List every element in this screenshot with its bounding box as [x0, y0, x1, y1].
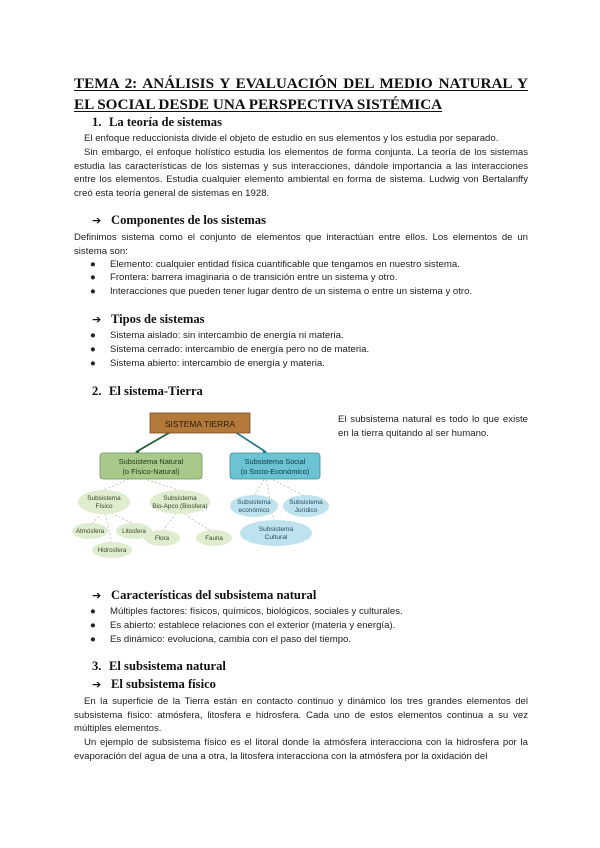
fisico-node	[78, 490, 130, 514]
bullet-icon: ●	[90, 259, 96, 270]
section-number: 3.	[92, 659, 102, 673]
cultural-node	[240, 520, 312, 546]
bullet-icon: ●	[90, 286, 96, 297]
section-title: El sistema-Tierra	[109, 384, 203, 398]
section-heading-teoria	[92, 115, 222, 130]
hidrosfera-label: Hidrosfera	[97, 547, 127, 554]
section-number: 1.	[92, 115, 102, 129]
economico-label-1: Subsistema	[237, 499, 271, 506]
arrow-icon: ➔	[92, 214, 102, 227]
document-title: TEMA 2: ANÁLISIS Y EVALUACIÓN DEL MEDIO NATURAL Y EL SOCIAL DESDE UNA PERSPECTIVA SISTÉMICA	[74, 75, 528, 113]
paragraph-superficie: En la superficie de la Tierra están en contacto continuo y dinámico los tres grandes elementos del subsistema físico: atmósfera, litosfera e hidrosfera. Cada uno de estos elementos continua a su vez múltiples elementos.	[74, 696, 528, 735]
arrow-icon: ➔	[92, 313, 102, 326]
section-heading-subsistema-natural	[92, 659, 226, 674]
bullet-icon: ●	[90, 606, 96, 617]
bullet-icon: ●	[90, 634, 96, 645]
bio-label-2: Bio-Apco (Biosfera)	[152, 503, 208, 510]
section-heading-sistema-tierra	[92, 384, 203, 399]
sistema-tierra-diagram	[70, 410, 332, 560]
bullet-icon: ●	[90, 330, 96, 341]
litosfera-label: Litosfera	[122, 528, 146, 535]
natural-label-1: Subsistema Natural	[118, 457, 184, 466]
bullet-icon: ●	[90, 620, 96, 631]
fauna-label: Fauna	[205, 535, 223, 542]
natural-label-2: (o Físico-Natural)	[122, 467, 180, 476]
bullet-icon: ●	[90, 272, 96, 283]
subheading-subsistema-fisico	[92, 677, 216, 692]
paragraph-reduccionista: El enfoque reduccionista divide el objeto de estudio en sus elementos y los estudia por separado.	[84, 133, 499, 144]
section-title: La teoría de sistemas	[109, 115, 222, 129]
cultural-label-1: Subsistema	[258, 526, 294, 533]
economico-label-2: económico	[238, 507, 270, 514]
paragraph-holistico: Sin embargo, el enfoque holístico estudia los elementos de forma conjunta. La teoría de los sistemas estudia las características de los sistemas y sus interacciones, dándole importancia a las interacciones entre los elementos. Estudia cualquier elemento ambiental en forma de sistema. Ludwig von Bertalanffy creó esta teoría general de sistemas en 1928.	[74, 147, 528, 199]
section-number: 2.	[92, 384, 102, 398]
bio-node	[150, 490, 210, 514]
atmosfera-label: Atmósfera	[75, 528, 105, 535]
social-label-1: Subsistema Social	[244, 457, 306, 466]
bullet-icon: ●	[90, 358, 96, 369]
section-title: El subsistema natural	[109, 659, 226, 673]
document-page: TEMA 2: ANÁLISIS Y EVALUACIÓN DEL MEDIO NATURAL Y EL SOCIAL DESDE UNA PERSPECTIVA SISTÉMICA 1. La teoría de sistemas El enfoque reduccionista divide el objeto de estudio en sus elementos y los estudia por separado. Sin embargo, el enfoque holístico estudia los elementos de forma conjunta. La teoría de los sistemas estudia las características de los sistemas y sus interacciones, dándole importancia a las interacciones entre los elementos. Estudia cualquier elemento ambiental en forma de sistema. Ludwig von Bertalanffy creó esta teoría general de sistemas en 1928. ➔ Componentes de los sistemas Definimos sistema como el conjunto de elementos que interactúan entre ellos. Los elementos de un sistema son: ● Elemento: cualquier entidad física cuantificable que tengamos en nuestro sistema. ● Frontera: barrera imaginaria o de transición entre un sistema y otro. ● Interacciones que pueden tener lugar dentro de un sistema o entre un sistema y otro. ➔ Tipos de sistemas ● Sistema aislado: sin intercambio de energía ni materia. ● Sistema cerrado: intercambio de energía pero no de materia. ● Sistema abierto: intercambio de energía y materia. 2. El sistema-Tierra SISTEMA TIERRA Subsistema Natural (o Físico-Natural) Subsistema Social (o Socio-Económico) Subsistema Físico Subsistema Bio-Apco (Biosfera) Atmósfera Litosfera Hidrosfera Flora Fauna Subsistema económico Subsistema Jurídico Subsistema Cultural El subsistema natural es todo lo que existe en la tierra quitando al ser humano. ➔ Características del subsistema natural ● Múltiples factores: físicos, químicos, biológicos, sociales y culturales. ● Es abierto: establece relaciones con el exterior (materia y energía). ● Es dinámico: evoluciona, cambia con el paso del tiempo. 3. El subsistema natural ➔ El subsistema físico En la superficie de la Tierra están en contacto continuo y dinámico los tres grandes elementos del subsistema físico: atmósfera, litosfera e hidrosfera. Cada uno de estos elementos continua a su vez múltiples elementos. Un ejemplo de subsistema físico es el litoral donde la atmósfera interacciona con la hidrosfera por la evaporación del agua de una a otra, la litosfera interacciona con la atmósfera por la oxidación del	[0, 0, 600, 848]
subheading-title: Tipos de sistemas	[111, 312, 205, 326]
juridico-label-2: Jurídico	[294, 507, 318, 514]
paragraph-subsistema-natural-def: El subsistema natural es todo lo que existe en la tierra quitando al ser humano.	[338, 414, 528, 439]
arrow-icon: ➔	[92, 678, 102, 691]
paragraph-litoral: Un ejemplo de subsistema físico es el litoral donde la atmósfera interacciona con la hidrosfera por la evaporación del agua de una a otra, la litosfera interacciona con la atmósfera por la oxidación del	[74, 737, 528, 762]
subheading-title: El subsistema físico	[111, 677, 216, 691]
fisico-label-1: Subsistema	[87, 495, 121, 502]
arrow-icon: ➔	[92, 589, 102, 602]
subheading-caracteristicas	[92, 588, 316, 603]
bullet-icon: ●	[90, 344, 96, 355]
flora-label: Flora	[154, 535, 170, 542]
paragraph-definicion: Definimos sistema como el conjunto de elementos que interactúan entre ellos. Los elementos de un sistema son:	[74, 232, 528, 257]
juridico-label-1: Subsistema	[289, 499, 323, 506]
subheading-componentes	[92, 213, 266, 228]
subheading-title: Características del subsistema natural	[111, 588, 317, 602]
root-label: SISTEMA TIERRA	[164, 419, 236, 429]
subheading-title: Componentes de los sistemas	[111, 213, 266, 227]
subheading-tipos	[92, 312, 205, 327]
cultural-label-2: Cultural	[264, 534, 288, 541]
social-label-2: (o Socio-Económico)	[240, 467, 310, 476]
bio-label-1: Subsistema	[163, 495, 197, 502]
fisico-label-2: Físico	[95, 503, 113, 510]
